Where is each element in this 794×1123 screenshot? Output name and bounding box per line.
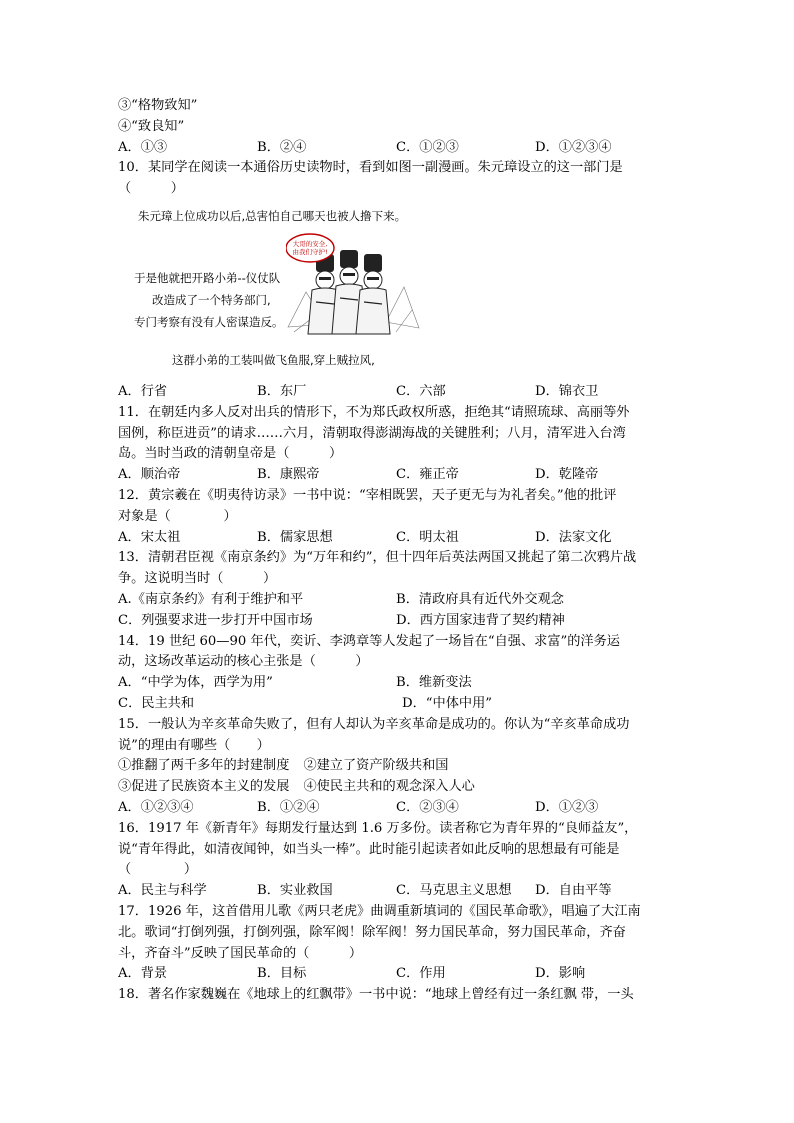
q17-option-c[interactable]: C．作用 <box>396 966 446 982</box>
q11-options <box>118 465 688 486</box>
q17-stem-line-3: 斗，齐奋斗”反映了国民革命的（ ） <box>118 945 363 961</box>
q15-item-3: ③促进了民族资本主义的发展 <box>118 779 290 795</box>
q10-option-c[interactable]: C．六部 <box>396 383 446 399</box>
q12-option-b[interactable]: B．儒家思想 <box>257 529 333 545</box>
q17-option-d[interactable]: D．影响 <box>535 966 586 982</box>
q15-item-4: ④使民主共和的观念深入人心 <box>303 779 475 795</box>
q13-stem-line-2: 争。这说明当时（ ） <box>118 571 277 587</box>
q15-option-b[interactable]: B．①②④ <box>257 799 320 815</box>
q9-option-a[interactable]: A．①③ <box>118 139 168 155</box>
q10-option-a[interactable]: A．行省 <box>118 383 168 399</box>
q10-option-b[interactable]: B．东厂 <box>257 383 307 399</box>
guards-illustration <box>286 232 421 342</box>
q13-option-c[interactable]: C．列强要求进一步打开中国市场 <box>118 612 313 628</box>
q16-option-a[interactable]: A．民主与科学 <box>118 883 207 899</box>
comic-caption-bottom: 这群小弟的工装叫做飞鱼服,穿上贼拉风, <box>172 352 375 367</box>
q15-option-a[interactable]: A．①②③④ <box>118 799 194 815</box>
comic-caption-top: 朱元璋上位成功以后,总害怕自己哪天也被人撸下来。 <box>138 208 407 223</box>
q17-stem-line-1: 17．1926 年，这首借用儿歌《两只老虎》曲调重新填词的《国民革命歌》，唱遍了大江南 <box>118 903 641 919</box>
q17-option-b[interactable]: B．目标 <box>257 966 307 982</box>
q14-stem-line-1: 14．19 世纪 60—90 年代，奕䜣、李鸿章等人发起了一场旨在“自强、求富”的洋务运 <box>118 633 620 649</box>
q9-option-d[interactable]: D．①②③④ <box>535 139 612 155</box>
q9-option-c[interactable]: C．①②③ <box>396 139 459 155</box>
q14-option-a[interactable]: A．“中学为体，西学为用” <box>118 675 273 691</box>
bubble-line-2: 由我们守护! <box>292 247 328 256</box>
q17-stem-line-2: 北。歌词“打倒列强，打倒列强，除军阀！除军阀！努力国民革命，努力国民革命，齐奋 <box>118 924 626 940</box>
q13-stem-line-1: 13．清朝君臣视《南京条约》为“万年和约”，但十四年后英法两国又挑起了第二次鸦片战 <box>118 550 637 566</box>
q9-option-b[interactable]: B．②④ <box>257 139 307 155</box>
q15-stem-line-2: 说”的理由有哪些（ ） <box>118 737 270 753</box>
q11-option-a[interactable]: A．顺治帝 <box>118 467 181 483</box>
q15-item-2: ②建立了资产阶级共和国 <box>303 758 449 774</box>
speech-bubble <box>286 234 334 262</box>
q12-option-c[interactable]: C．明太祖 <box>396 529 459 545</box>
q12-option-d[interactable]: D．法家文化 <box>535 529 612 545</box>
q14-stem-line-2: 动，这场改革运动的核心主张是（ ） <box>118 654 369 670</box>
q17-options <box>118 964 688 985</box>
q12-options <box>118 528 688 549</box>
q11-stem-line-1: 11．在朝廷内多人反对出兵的情形下，不为郑氏政权所惑，拒绝其“请照琉球、高丽等外 <box>118 404 630 420</box>
comic-caption-left-1: 于是他就把开路小弟--仪仗队 <box>134 270 281 285</box>
q16-option-c[interactable]: C．马克思主义思想 <box>396 883 512 899</box>
q11-option-d[interactable]: D．乾隆帝 <box>535 467 599 483</box>
q11-stem-line-2: 国例，称臣进贡”的请求……六月，清朝取得澎湖海战的关键胜利；八月，清军进入台湾 <box>118 425 626 441</box>
comic-caption-left-2: 改造成了一个特务部门, <box>152 292 271 307</box>
q16-stem-line-3: （ ） <box>118 862 198 878</box>
bubble-line-1: 大哥的安全, <box>292 239 328 248</box>
comic-caption-left-3: 专门考察有没有人密谋造反。 <box>134 314 284 329</box>
q12-stem-line-1: 12．黄宗羲在《明夷待访录》一书中说：“宰相既罢，天子更无与为礼者矣。”他的批评 <box>118 487 617 503</box>
q15-items-row-2 <box>118 777 688 798</box>
q13-option-a[interactable]: A.《南京条约》有利于维护和平 <box>118 591 304 607</box>
q13-option-b[interactable]: B．清政府具有近代外交观念 <box>396 591 564 607</box>
q10-option-d[interactable]: D．锦衣卫 <box>535 383 599 399</box>
q15-option-d[interactable]: D．①②③ <box>535 799 599 815</box>
q14-options-row-2 <box>118 694 688 715</box>
q9-options <box>118 138 688 159</box>
q11-stem-line-3: 岛。当时当政的清朝皇帝是（ ） <box>118 446 343 462</box>
q17-option-a[interactable]: A．背景 <box>118 966 168 982</box>
q15-item-1: ①推翻了两千多年的封建制度 <box>118 758 290 774</box>
q13-options-row-2 <box>118 611 688 632</box>
q11-option-b[interactable]: B．康熙帝 <box>257 467 320 483</box>
q10-stem-line-1: 10．某同学在阅读一本通俗历史读物时，看到如图一副漫画。朱元璋设立的这一部门是 <box>118 160 623 176</box>
q15-items-row-1 <box>118 756 688 777</box>
q15-options <box>118 798 688 819</box>
statement-4: ④“致良知” <box>118 118 185 134</box>
guard-figures <box>308 250 390 334</box>
q10-comic <box>134 206 428 376</box>
q14-option-d[interactable]: D．“中体中用” <box>402 695 492 711</box>
q16-stem-line-2: 说“青年得此，如清夜闻钟，如当头一棒”。此时能引起读者如此反响的思想最有可能是 <box>118 841 620 857</box>
q13-option-d[interactable]: D．西方国家违背了契约精神 <box>396 612 565 628</box>
q13-options-row-1 <box>118 590 688 611</box>
q16-option-d[interactable]: D．自由平等 <box>535 883 612 899</box>
q16-options <box>118 881 688 902</box>
exam-page <box>118 96 688 1006</box>
q14-option-c[interactable]: C．民主共和 <box>118 695 195 711</box>
q15-option-c[interactable]: C．②③④ <box>396 799 459 815</box>
q11-option-c[interactable]: C．雍正帝 <box>396 467 459 483</box>
statement-3: ③“格物致知” <box>118 98 198 113</box>
q14-option-b[interactable]: B．维新变法 <box>396 675 472 691</box>
q18-stem-line-1: 18．著名作家魏巍在《地球上的红飘带》一书中说：“地球上曾经有过一条红飘 带，一头 <box>118 987 634 1003</box>
q14-options-row-1 <box>118 673 688 694</box>
q12-stem-line-2: 对象是（ ） <box>118 508 237 524</box>
q10-stem-line-2: （ ） <box>118 181 184 197</box>
q16-option-b[interactable]: B．实业救国 <box>257 883 333 899</box>
q16-stem-line-1: 16．1917 年《新青年》每期发行量达到 1.6 万多份。读者称它为青年界的“良师益友”， <box>118 820 638 836</box>
q15-stem-line-1: 15．一般认为辛亥革命失败了，但有人却认为辛亥革命是成功的。你认为“辛亥革命成功 <box>118 716 630 732</box>
q10-options <box>118 382 688 403</box>
q12-option-a[interactable]: A．宋太祖 <box>118 529 181 545</box>
